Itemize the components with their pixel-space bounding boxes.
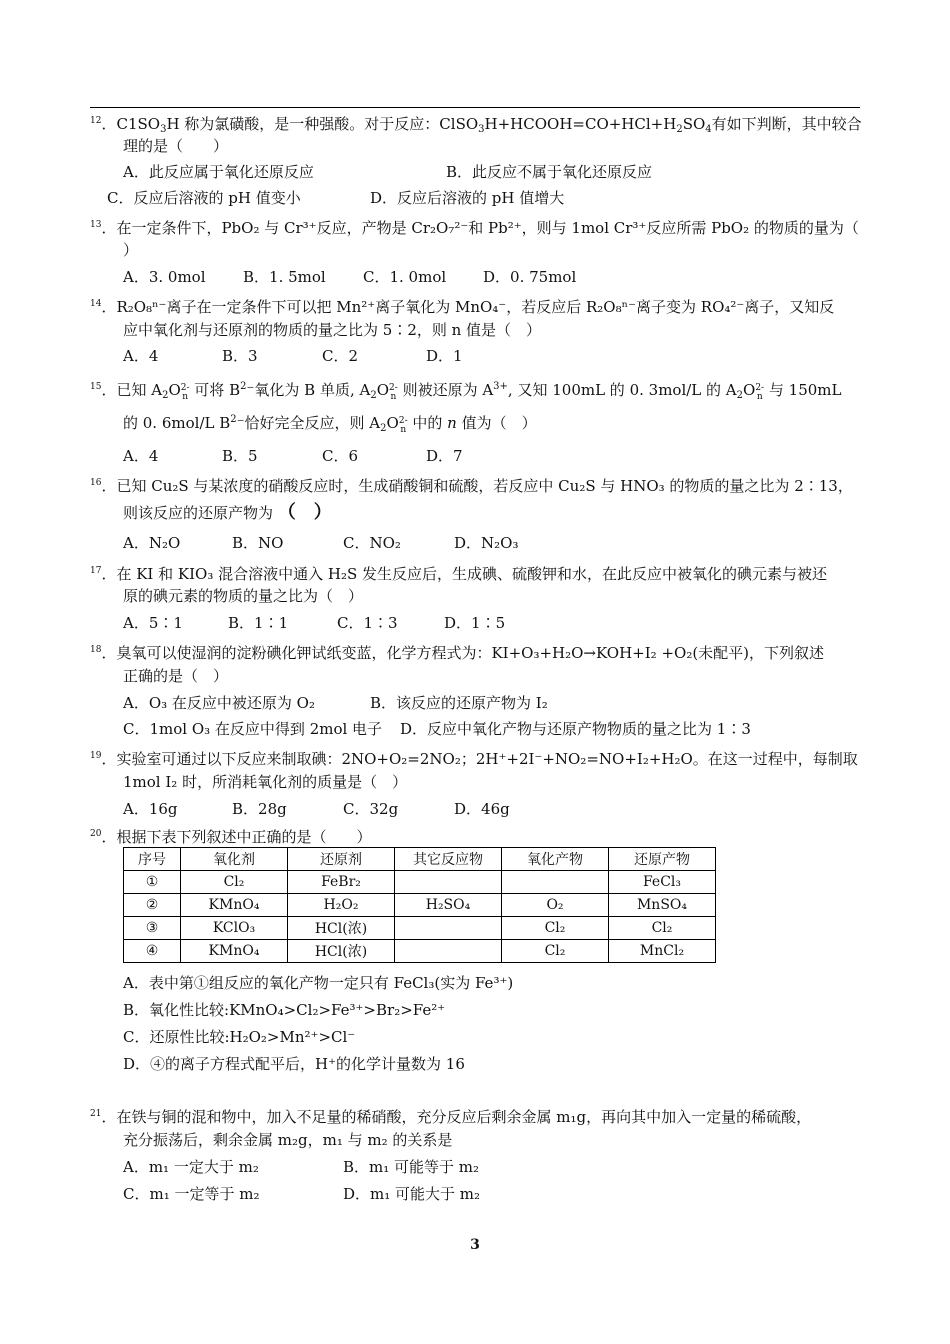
q12-stem: $^{12}$．$C1SO_3H$ 称为氯磺酸，是一种强酸。对于反应：$ClSO_3H+HCOOH=CO+HCl+H_2SO_4$有如下判断，其中较合: [90, 115, 862, 135]
table-cell: HCl(浓): [288, 940, 395, 963]
q12-option-a[interactable]: A．此反应属于氧化还原反应: [123, 163, 314, 181]
table-header: 氧化剂: [181, 848, 288, 871]
q19-option-d[interactable]: D．46g: [454, 800, 510, 818]
table-header: 还原剂: [288, 848, 395, 871]
table-header: 还原产物: [609, 848, 716, 871]
q16-option-a[interactable]: A．N₂O: [123, 534, 181, 552]
table-cell: FeBr₂: [288, 871, 395, 894]
table-row: [124, 871, 716, 894]
table-header: 序号: [124, 848, 181, 871]
q13-option-a[interactable]: A．3. 0mol: [123, 268, 206, 286]
table-row: [124, 894, 716, 917]
table-cell: [395, 871, 502, 894]
q14-stem: $^{14}$．R₂O₈ⁿ⁻离子在一定条件下可以把 Mn²⁺离子氧化为 MnO₄⁻，若反应后 R₂O₈ⁿ⁻离子变为 RO₄²⁻离子，又知反: [90, 298, 835, 316]
table-cell: Cl₂: [609, 917, 716, 940]
q16-option-c[interactable]: C．NO₂: [343, 534, 401, 552]
q19-option-c[interactable]: C．32g: [343, 800, 399, 818]
table-header: 其它反应物: [395, 848, 502, 871]
q18-option-a[interactable]: A．O₃ 在反应中被还原为 O₂: [123, 694, 315, 712]
q19-option-a[interactable]: A．16g: [123, 800, 178, 818]
q16-option-d[interactable]: D．N₂O₃: [454, 534, 519, 552]
q17-stem: $^{17}$．在 KI 和 KIO₃ 混合溶液中通入 H₂S 发生反应后，生成碘、硫酸钾和水，在此反应中被氧化的碘元素与被还: [90, 565, 828, 583]
q12-option-c[interactable]: C．反应后溶液的 pH 值变小: [107, 189, 301, 207]
reaction-table: [123, 847, 716, 963]
table-row: [124, 940, 716, 963]
q17-option-b[interactable]: B．1∶1: [228, 614, 289, 632]
table-cell: ④: [124, 940, 181, 963]
q18-stem: $^{18}$．臭氧可以使湿润的淀粉碘化钾试纸变蓝，化学方程式为：KI+O₃+H₂O→KOH+I₂ +O₂(未配平)，下列叙述: [90, 644, 825, 662]
q18-option-b[interactable]: B．该反应的还原产物为 I₂: [370, 694, 548, 712]
q17-option-a[interactable]: A．5∶1: [123, 614, 183, 632]
table-cell: Cl₂: [181, 871, 288, 894]
table-cell: MnCl₂: [609, 940, 716, 963]
q15-stem: $^{15}$．已知 $A_2O$ 2- n 可将 $B^2^-$氧化为 B 单质, $A_2O$ 2- n 则被还原为 $A^{3+}$, 又知 100mL 的 0. 3mol/L 的 $A_2O$ 2- n 与 150mL: [90, 381, 842, 402]
q18-option-d[interactable]: D．反应中氧化产物与还原产物物质的量之比为 1∶3: [400, 720, 751, 738]
q12-stem2: 理的是（ ）: [123, 137, 229, 155]
q15-option-d[interactable]: D．7: [426, 447, 463, 465]
table-header: 氧化产物: [502, 848, 609, 871]
q14-option-a[interactable]: A．4: [123, 347, 159, 365]
q21-option-b[interactable]: B．m₁ 可能等于 m₂: [343, 1158, 480, 1176]
table-row: [124, 917, 716, 940]
q13-stem: $^{13}$．在一定条件下，PbO₂ 与 Cr³⁺反应，产物是 Cr₂O₇²⁻和 Pb²⁺，则与 1mol Cr³⁺反应所需 PbO₂ 的物质的量为（: [90, 219, 859, 237]
table-cell: KMnO₄: [181, 894, 288, 917]
table-cell: [502, 871, 609, 894]
q14-option-d[interactable]: D．1: [426, 347, 463, 365]
table-cell: O₂: [502, 894, 609, 917]
q21-option-a[interactable]: A．m₁ 一定大于 m₂: [123, 1158, 259, 1176]
q13-option-c[interactable]: C．1. 0mol: [363, 268, 447, 286]
q12-option-b[interactable]: B．此反应不属于氧化还原反应: [446, 163, 653, 181]
table-cell: FeCl₃: [609, 871, 716, 894]
table-header-row: [124, 848, 716, 871]
table-cell: ①: [124, 871, 181, 894]
q18-option-c[interactable]: C．1mol O₃ 在反应中得到 2mol 电子: [123, 720, 383, 738]
table-cell: ③: [124, 917, 181, 940]
table-cell: KMnO₄: [181, 940, 288, 963]
q14-option-b[interactable]: B．3: [222, 347, 258, 365]
q21-stem2: 充分振荡后，剩余金属 m₂g，m₁ 与 m₂ 的关系是: [123, 1131, 453, 1149]
q14-option-c[interactable]: C．2: [322, 347, 359, 365]
q21-option-c[interactable]: C．m₁ 一定等于 m₂: [123, 1185, 260, 1203]
q19-option-b[interactable]: B．28g: [232, 800, 287, 818]
q21-option-d[interactable]: D．m₁ 可能大于 m₂: [343, 1185, 481, 1203]
q17-stem2: 原的碘元素的物质的量之比为（ ）: [123, 587, 364, 605]
table-cell: MnSO₄: [609, 894, 716, 917]
table-cell: H₂SO₄: [395, 894, 502, 917]
q15-option-b[interactable]: B．5: [222, 447, 258, 465]
page-number: 3: [470, 1237, 480, 1253]
table-cell: [395, 940, 502, 963]
q16-option-b[interactable]: B．NO: [232, 534, 284, 552]
q17-option-c[interactable]: C．1∶3: [337, 614, 398, 632]
table-cell: HCl(浓): [288, 917, 395, 940]
q16-stem2: 则该反应的还原产物为 （ ）: [123, 502, 332, 523]
q15-stem2: 的 0. 6mol/L $B^2^-$恰好完全反应，则 $A_2O$ 2- n 中的 n 值为（ ）: [123, 414, 537, 435]
q20-option-c[interactable]: C．还原性比较:H₂O₂>Mn²⁺>Cl⁻: [123, 1028, 356, 1046]
header-rule: [90, 107, 860, 108]
q20-option-a[interactable]: A．表中第①组反应的氧化产物一定只有 FeCl₃(实为 Fe³⁺): [123, 974, 514, 992]
q13-option-b[interactable]: B．1. 5mol: [243, 268, 326, 286]
q19-stem: $^{19}$．实验室可通过以下反应来制取碘：2NO+O₂=2NO₂；2H⁺+2I⁻+NO₂=NO+I₂+H₂O。在这一过程中，每制取: [90, 750, 858, 768]
table-cell: H₂O₂: [288, 894, 395, 917]
table-cell: KClO₃: [181, 917, 288, 940]
q14-stem2: 应中氧化剂与还原剂的物质的量之比为 5∶2，则 n 值是（ ）: [123, 321, 542, 339]
q16-stem: $^{16}$．已知 Cu₂S 与某浓度的硝酸反应时，生成硝酸铜和硫酸，若反应中 Cu₂S 与 HNO₃ 的物质的量之比为 2∶13，: [90, 477, 853, 495]
table-cell: Cl₂: [502, 917, 609, 940]
q17-option-d[interactable]: D．1∶5: [444, 614, 506, 632]
q20-stem: $^{20}$．根据下表下列叙述中正确的是（ ）: [90, 828, 372, 846]
q21-stem: $^{21}$．在铁与铜的混和物中，加入不足量的稀硝酸，充分反应后剩余金属 m₁g，再向其中加入一定量的稀硫酸，: [90, 1108, 812, 1126]
table-cell: Cl₂: [502, 940, 609, 963]
table-cell: ②: [124, 894, 181, 917]
q15-option-c[interactable]: C．6: [322, 447, 359, 465]
q13-stem2: ）: [123, 241, 139, 259]
ion-charge-fraction: 2- n: [180, 383, 190, 402]
q12-option-d[interactable]: D．反应后溶液的 pH 值增大: [370, 189, 565, 207]
q19-stem2: 1mol I₂ 时，所消耗氧化剂的质量是（ ）: [123, 773, 408, 791]
q15-option-a[interactable]: A．4: [123, 447, 159, 465]
table-cell: [395, 917, 502, 940]
q13-option-d[interactable]: D．0. 75mol: [483, 268, 577, 286]
q20-option-d[interactable]: D．④的离子方程式配平后，H⁺的化学计量数为 16: [123, 1055, 465, 1073]
q20-option-b[interactable]: B．氧化性比较:KMnO₄>Cl₂>Fe³⁺>Br₂>Fe²⁺: [123, 1001, 446, 1019]
q18-stem2: 正确的是（ ）: [123, 667, 229, 685]
